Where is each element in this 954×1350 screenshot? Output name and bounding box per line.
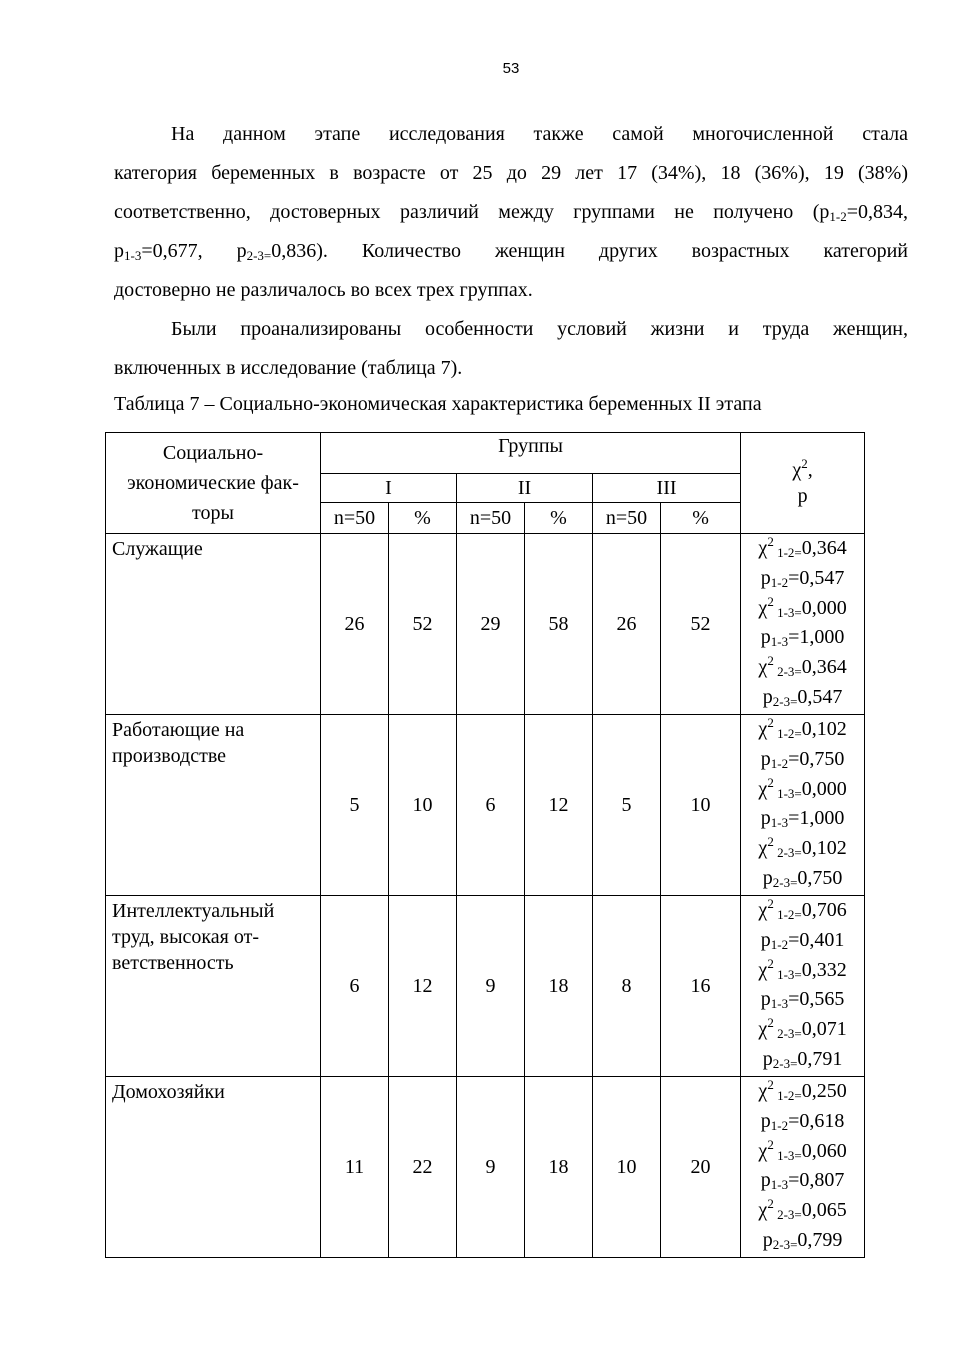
header-n: n=50: [321, 503, 389, 534]
stat-value: 0,060: [801, 1139, 847, 1162]
stat-line: [741, 864, 864, 894]
stat-line: [741, 1137, 864, 1167]
percent-cell: 18: [525, 896, 593, 1077]
factor-cell: [106, 715, 321, 896]
stat-symbol: χ: [758, 1139, 768, 1162]
percent-cell: 58: [525, 534, 593, 715]
text-fragment: соответственно, достоверных различий между группами не получено (p: [114, 201, 830, 223]
subscript: 2-3=: [773, 1026, 802, 1042]
stat-symbol: p: [762, 1047, 773, 1070]
subscript: 2-3=: [772, 693, 798, 709]
stat-line: [741, 715, 864, 745]
stat-line: [741, 745, 864, 775]
subscript: 1-3=: [773, 785, 802, 801]
superscript: 2: [801, 456, 808, 471]
stat-line: [741, 1107, 864, 1137]
stat-line: [741, 683, 864, 713]
table-caption: Таблица 7 – Социально-экономическая характеристика беременных II этапа: [114, 393, 762, 415]
stat-line: [741, 1196, 864, 1226]
stat-line: [741, 896, 864, 926]
header-groups: Группы: [321, 433, 741, 474]
subscript: 2-3=: [772, 874, 798, 890]
stat-symbol: p: [760, 1169, 771, 1192]
subscript: 2-3=: [773, 845, 802, 861]
stats-cell: [741, 896, 865, 1077]
percent-cell: 10: [389, 715, 457, 896]
page-number: 53: [502, 60, 520, 77]
factor-cell: [106, 534, 321, 715]
stat-value: =1,000: [788, 807, 845, 830]
count-cell: 10: [593, 1077, 661, 1258]
stat-value: 0,364: [801, 537, 847, 559]
table-row: [106, 1077, 865, 1258]
table-row: [106, 896, 865, 1077]
text-line: достоверно не различалось во всех трех группах.: [114, 279, 533, 301]
stats-cell: [741, 534, 865, 715]
subscript: 2-3=: [772, 1236, 798, 1252]
count-cell: 6: [321, 896, 389, 1077]
factor-cell: [106, 896, 321, 1077]
stat-line: [741, 775, 864, 805]
header-n: n=50: [593, 503, 661, 534]
stats-cell: [741, 1077, 865, 1258]
superscript: 2: [767, 774, 774, 790]
header-group-1: I: [321, 474, 457, 503]
percent-cell: 12: [389, 896, 457, 1077]
count-cell: 9: [457, 1077, 525, 1258]
stat-value: 0,547: [797, 685, 843, 708]
text-fragment: p: [114, 240, 124, 262]
subscript: 1-3: [124, 248, 142, 263]
count-cell: 6: [457, 715, 525, 896]
subscript: 2-3=: [773, 1207, 802, 1223]
stat-symbol: χ: [758, 718, 768, 740]
header-pct: %: [389, 503, 457, 534]
subscript: 1-3=: [773, 604, 802, 620]
stat-line: [741, 804, 864, 834]
paragraph-intro-table: [114, 310, 908, 388]
superscript: 2: [767, 534, 774, 549]
subscript: 1-2=: [773, 545, 802, 560]
stat-symbol: p: [760, 626, 771, 649]
percent-cell: 16: [661, 896, 741, 1077]
count-cell: 26: [321, 534, 389, 715]
stat-symbol: p: [760, 988, 771, 1011]
subscript: 2-3=: [246, 248, 272, 263]
count-cell: 26: [593, 534, 661, 715]
header-group-2: II: [457, 474, 593, 503]
stat-line: [741, 985, 864, 1015]
paragraph-age-groups: [114, 115, 908, 310]
subscript: 1-2: [770, 574, 789, 590]
table-row: [106, 534, 865, 715]
count-cell: 8: [593, 896, 661, 1077]
factor-cell: [106, 1077, 321, 1258]
subscript: 1-2: [770, 755, 789, 771]
stat-symbol: p: [762, 866, 773, 889]
count-cell: 11: [321, 1077, 389, 1258]
text-fragment: =0,834,: [846, 201, 908, 223]
factor-label: производстве: [112, 745, 227, 767]
factor-label: Служащие: [112, 538, 203, 560]
stat-value: 0,706: [801, 899, 847, 921]
stat-line: [741, 1015, 864, 1045]
subscript: 1-3: [770, 1177, 789, 1193]
superscript: 2: [767, 1015, 774, 1031]
stats-cell: [741, 715, 865, 896]
stat-symbol: χ: [758, 656, 768, 679]
stat-value: 0,791: [797, 1047, 843, 1070]
superscript: 2: [767, 715, 774, 730]
superscript: 2: [767, 896, 774, 911]
stat-symbol: χ: [758, 777, 768, 800]
stat-line: [741, 956, 864, 986]
count-cell: 9: [457, 896, 525, 1077]
text-line: На данном этапе исследования также самой многочисленной стала: [171, 123, 908, 145]
stat-line: [741, 1166, 864, 1196]
superscript: 2: [767, 955, 774, 971]
stat-value: =0,807: [788, 1169, 845, 1192]
stat-symbol: χ: [758, 837, 768, 860]
stat-symbol: p: [760, 928, 771, 951]
stat-symbol: χ: [758, 958, 768, 981]
stat-value: 0,102: [801, 718, 847, 740]
text-fragment: =0,677,: [141, 240, 203, 262]
stat-value: =0,750: [788, 747, 845, 770]
stat-value: 0,000: [801, 777, 847, 800]
header-chi-p: [741, 433, 865, 534]
stat-symbol: χ: [758, 537, 768, 559]
factor-label: ветственность: [112, 952, 234, 974]
stat-symbol: p: [760, 566, 771, 589]
superscript: 2: [767, 593, 774, 609]
stat-line: [741, 834, 864, 864]
text-fragment: 0,836). Количество женщин других возрастных категорий: [271, 240, 908, 262]
superscript: 2: [767, 1077, 774, 1092]
stat-value: =0,618: [788, 1109, 845, 1132]
factor-label: Интеллектуальный: [112, 900, 275, 922]
subscript: 1-3: [770, 815, 789, 831]
stat-symbol: p: [760, 807, 771, 830]
percent-cell: 22: [389, 1077, 457, 1258]
stat-line: [741, 1226, 864, 1256]
stat-symbol: χ: [758, 1080, 768, 1102]
superscript: 2: [767, 653, 774, 669]
header-text: торы: [192, 502, 234, 524]
subscript: 1-2=: [773, 1088, 802, 1103]
factor-label: Домохозяйки: [112, 1081, 225, 1103]
stat-value: 0,332: [801, 958, 847, 981]
stat-symbol: χ: [758, 1018, 768, 1041]
stat-value: 0,102: [801, 837, 847, 860]
subscript: 1-2=: [773, 726, 802, 741]
subscript: 1-2: [770, 1117, 789, 1133]
header-pct: %: [525, 503, 593, 534]
header-text: Социально-: [162, 442, 264, 464]
text-fragment: p: [236, 240, 247, 262]
superscript: 2: [767, 1196, 774, 1212]
stat-symbol: p: [760, 1109, 771, 1132]
stat-line: [741, 1045, 864, 1075]
subscript: 2-3=: [773, 664, 802, 680]
superscript: 2: [767, 1136, 774, 1152]
text-line: включенных в исследование (таблица 7).: [114, 357, 463, 379]
stat-symbol: χ: [758, 596, 768, 619]
stat-value: 0,071: [801, 1018, 847, 1041]
text-line: Были проанализированы особенности условий жизни и труда женщин,: [171, 318, 908, 340]
header-group-3: III: [593, 474, 741, 503]
factor-label: Работающие на: [112, 719, 245, 741]
stat-value: 0,250: [801, 1080, 847, 1102]
stat-line: [741, 653, 864, 683]
stat-value: =0,547: [788, 566, 845, 589]
stat-value: =0,565: [788, 988, 845, 1011]
header-factors: [106, 433, 321, 534]
percent-cell: 52: [661, 534, 741, 715]
count-cell: 5: [593, 715, 661, 896]
stat-value: 0,000: [801, 596, 847, 619]
text-line: [114, 193, 908, 232]
superscript: 2: [767, 834, 774, 850]
stat-value: 0,799: [797, 1228, 843, 1251]
count-cell: 29: [457, 534, 525, 715]
header-text: ,: [807, 459, 813, 481]
stat-line: [741, 926, 864, 956]
stat-value: =0,401: [788, 928, 845, 951]
stat-symbol: p: [762, 685, 773, 708]
header-text: χ: [792, 459, 802, 481]
percent-cell: 10: [661, 715, 741, 896]
socio-economic-table: [105, 432, 865, 1258]
percent-cell: 52: [389, 534, 457, 715]
percent-cell: 20: [661, 1077, 741, 1258]
header-text: экономические фак-: [127, 472, 299, 494]
stat-symbol: p: [762, 1228, 773, 1251]
stat-line: [741, 564, 864, 594]
header-n: n=50: [457, 503, 525, 534]
subscript: 1-3=: [773, 1147, 802, 1163]
stat-value: 0,750: [797, 866, 843, 889]
subscript: 1-3: [770, 996, 789, 1012]
table-row: [106, 715, 865, 896]
stat-line: [741, 623, 864, 653]
subscript: 1-2: [829, 209, 847, 224]
header-row: [106, 433, 865, 474]
subscript: 2-3=: [772, 1055, 798, 1071]
stat-value: 0,065: [801, 1199, 847, 1222]
text-line: [114, 232, 908, 271]
header-text: p: [797, 485, 808, 507]
percent-cell: 18: [525, 1077, 593, 1258]
subscript: 1-3=: [773, 966, 802, 982]
stat-line: [741, 534, 864, 564]
subscript: 1-2=: [773, 907, 802, 922]
subscript: 1-2: [770, 936, 789, 952]
subscript: 1-3: [770, 634, 789, 650]
stat-line: [741, 1077, 864, 1107]
header-pct: %: [661, 503, 741, 534]
stat-line: [741, 594, 864, 624]
stat-symbol: p: [760, 747, 771, 770]
stat-symbol: χ: [758, 899, 768, 921]
factor-label: труд, высокая от-: [112, 926, 260, 948]
percent-cell: 12: [525, 715, 593, 896]
stat-value: =1,000: [788, 626, 845, 649]
stat-value: 0,364: [801, 656, 847, 679]
count-cell: 5: [321, 715, 389, 896]
text-line: категория беременных в возрасте от 25 до 29 лет 17 (34%), 18 (36%), 19 (38%): [114, 162, 908, 184]
stat-symbol: χ: [758, 1199, 768, 1222]
